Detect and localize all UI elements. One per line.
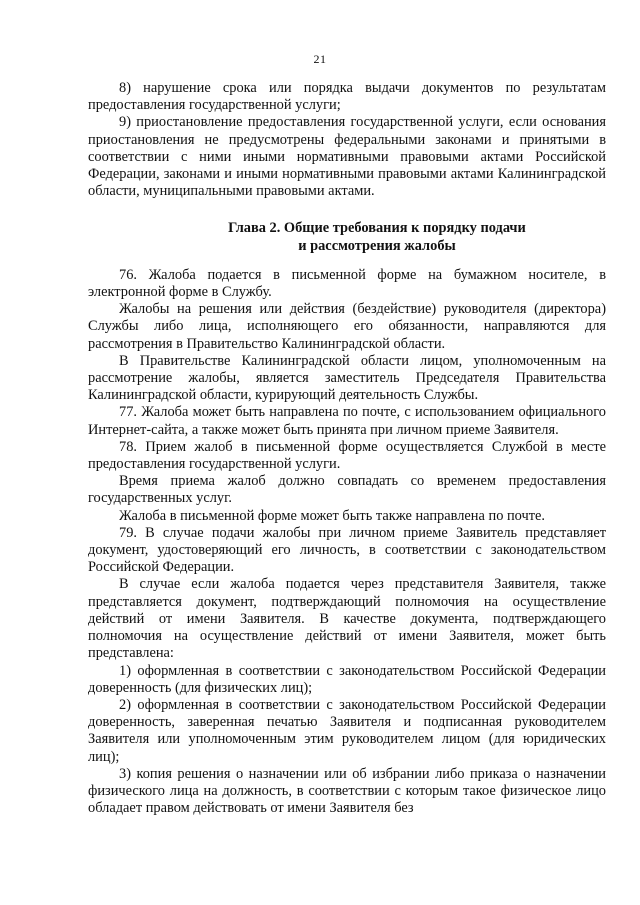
paragraph-79: 79. В случае подачи жалобы при личном приеме Заявитель представляет документ, удостоверяющий его личность, в соответствии с законодательством Российской Федерации. — [88, 524, 606, 576]
paragraph-complaints-against-director: Жалобы на решения или действия (бездействие) руководителя (директора) Службы либо лица, исполняющего его обязанности, направляются для рассмотрения в Правительство Калининградской области. — [88, 301, 606, 352]
paragraph-item-9: 9) приостановление предоставления государственной услуги, если основания приостановления не предусмотрены федеральными законами и принятыми в соответствии с ними иными нормативными правовыми актами Российской Федерации, законами и иными нормативными правовыми актами Калининградской области, муниципальными правовыми актами. — [88, 114, 606, 200]
paragraph-by-mail: Жалоба в письменной форме может быть также направлена по почте. — [119, 507, 546, 524]
paragraph-78: 78. Прием жалоб в письменной форме осуществляется Службой в месте предоставления государственной услуги. — [88, 438, 606, 473]
list-item-2: 2) оформленная в соответствии с законодательством Российской Федерации доверенность, заверенная печатью Заявителя и подписанная руководителем Заявителя или уполномоченным этим руководителем лицом (для юридических лиц); — [88, 696, 606, 765]
paragraph-item-8: 8) нарушение срока или порядка выдачи документов по результатам предоставления государственной услуги; — [88, 80, 606, 114]
paragraph-reception-time: Время приема жалоб должно совпадать со временем предоставления государственных услуг. — [88, 473, 606, 507]
chapter-heading — [88, 220, 606, 254]
list-item-1: 1) оформленная в соответствии с законодательством Российской Федерации доверенность (для физических лиц); — [88, 662, 606, 696]
list-item-3: 3) копия решения о назначении или об избрании либо приказа о назначении физического лица на должность, в соответствии с которым такое физическое лицо обладает правом действовать от имени Заявителя без — [88, 765, 606, 817]
paragraph-authorized-person: В Правительстве Калининградской области лицом, уполномоченным на рассмотрение жалобы, является заместитель Председателя Правительства Калининградской области, курирующий деятельность Службы. — [88, 352, 606, 404]
paragraph-representative: В случае если жалоба подается через представителя Заявителя, также представляется документ, подтверждающий полномочия на осуществление действий от имени Заявителя. В качестве документа, подтверждающего полномочия на осуществление действий от имени Заявителя, может быть представлена: — [88, 576, 606, 662]
paragraph-76: 76. Жалоба подается в письменной форме на бумажном носителе, в электронной форме в Службу. — [88, 266, 606, 301]
chapter-heading-line-2: и рассмотрения жалобы — [298, 237, 456, 254]
paragraph-77: 77. Жалоба может быть направлена по почте, с использованием официального Интернет-сайта, а также может быть принята при личном приеме Заявителя. — [88, 404, 606, 438]
page-number: 21 — [313, 52, 327, 66]
chapter-heading-line-1: Глава 2. Общие требования к порядку подачи — [228, 220, 526, 237]
document-body — [88, 80, 606, 817]
